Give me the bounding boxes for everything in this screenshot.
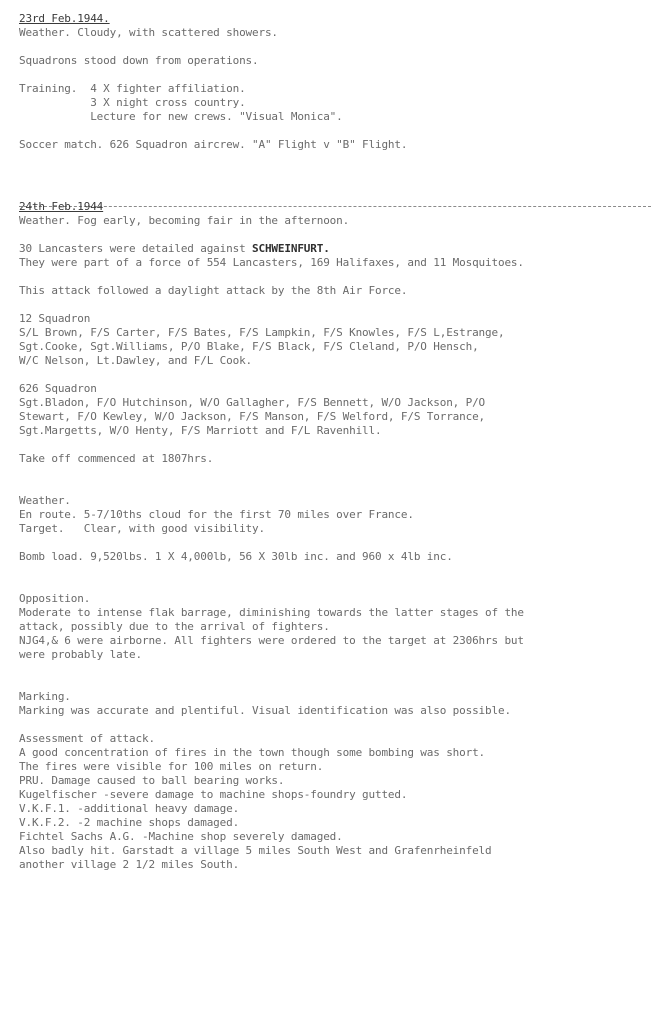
assessment-heading: Assessment of attack. (19, 732, 155, 745)
weather-target: Target. Clear, with good visibility. (19, 522, 265, 535)
squadron-626-heading: 626 Squadron (19, 382, 97, 395)
opposition-text: attack, possibly due to the arrival of fighters. (19, 620, 330, 633)
assessment-text: Also badly hit. Garstadt a village 5 miles South West and Grafenrheinfeld (19, 844, 492, 857)
squadron-626-crew: Stewart, F/O Kewley, W/O Jackson, F/S Manson, F/S Welford, F/S Torrance, (19, 410, 486, 423)
entry-date-24-feb: 24th Feb.1944 (19, 200, 104, 213)
assessment-text: V.K.F.1. -additional heavy damage. (19, 802, 240, 815)
marking-heading: Marking. (19, 690, 71, 703)
assessment-text: Fichtel Sachs A.G. -Machine shop severely damaged. (19, 830, 343, 843)
training-line: Lecture for new crews. "Visual Monica". (19, 110, 343, 123)
soccer-match: Soccer match. 626 Squadron aircrew. "A" Flight v "B" Flight. (19, 138, 408, 151)
assessment-text: Kugelfischer -severe damage to machine shops-foundry gutted. (19, 788, 408, 801)
entry1-weather: Weather. Cloudy, with scattered showers. (19, 26, 278, 39)
squadron-12-crew: S/L Brown, F/S Carter, F/S Bates, F/S Lampkin, F/S Knowles, F/S L,Estrange, (19, 326, 505, 339)
training-line: Training. 4 X fighter affiliation. (19, 82, 246, 95)
force-line: They were part of a force of 554 Lancasters, 169 Halifaxes, and 11 Mosquitoes. (19, 256, 524, 269)
followed-line: This attack followed a daylight attack by the 8th Air Force. (19, 284, 408, 297)
squadron-12-crew: Sgt.Cooke, Sgt.Williams, P/O Blake, F/S Black, F/S Cleland, P/O Hensch, (19, 340, 479, 353)
opposition-heading: Opposition. (19, 592, 91, 605)
entry2-weather: Weather. Fog early, becoming fair in the afternoon. (19, 214, 350, 227)
entry-date-23-feb: 23rd Feb.1944. (19, 12, 110, 25)
bomb-load: Bomb load. 9,520lbs. 1 X 4,000lb, 56 X 30lb inc. and 960 x 4lb inc. (19, 550, 453, 563)
squadron-626-crew: Sgt.Margetts, W/O Henty, F/S Marriott and F/L Ravenhill. (19, 424, 382, 437)
detail-target: SCHWEINFURT. (252, 242, 330, 255)
opposition-text: NJG4,& 6 were airborne. All fighters were ordered to the target at 2306hrs but (19, 634, 524, 647)
takeoff-line: Take off commenced at 1807hrs. (19, 452, 214, 465)
assessment-text: The fires were visible for 100 miles on return. (19, 760, 324, 773)
detail-prefix: 30 Lancasters were detailed against (19, 242, 253, 255)
document-page (19, 12, 649, 872)
opposition-text: Moderate to intense flak barrage, diminishing towards the latter stages of the (19, 606, 524, 619)
assessment-text: A good concentration of fires in the town though some bombing was short. (19, 746, 486, 759)
marking-text: Marking was accurate and plentiful. Visual identification was also possible. (19, 704, 511, 717)
weather-heading: Weather. (19, 494, 71, 507)
squadron-12-heading: 12 Squadron (19, 312, 91, 325)
opposition-text: were probably late. (19, 648, 142, 661)
squadron-626-crew: Sgt.Bladon, F/O Hutchinson, W/O Gallagher, F/S Bennett, W/O Jackson, P/O (19, 396, 486, 409)
assessment-text: PRU. Damage caused to ball bearing works. (19, 774, 285, 787)
assessment-text: another village 2 1/2 miles South. (19, 858, 240, 871)
training-line: 3 X night cross country. (19, 96, 246, 109)
assessment-text: V.K.F.2. -2 machine shops damaged. (19, 816, 240, 829)
weather-enroute: En route. 5-7/10ths cloud for the first 70 miles over France. (19, 508, 414, 521)
entry1-stood-down: Squadrons stood down from operations. (19, 54, 259, 67)
squadron-12-crew: W/C Nelson, Lt.Dawley, and F/L Cook. (19, 354, 253, 367)
detail-line (19, 242, 649, 256)
